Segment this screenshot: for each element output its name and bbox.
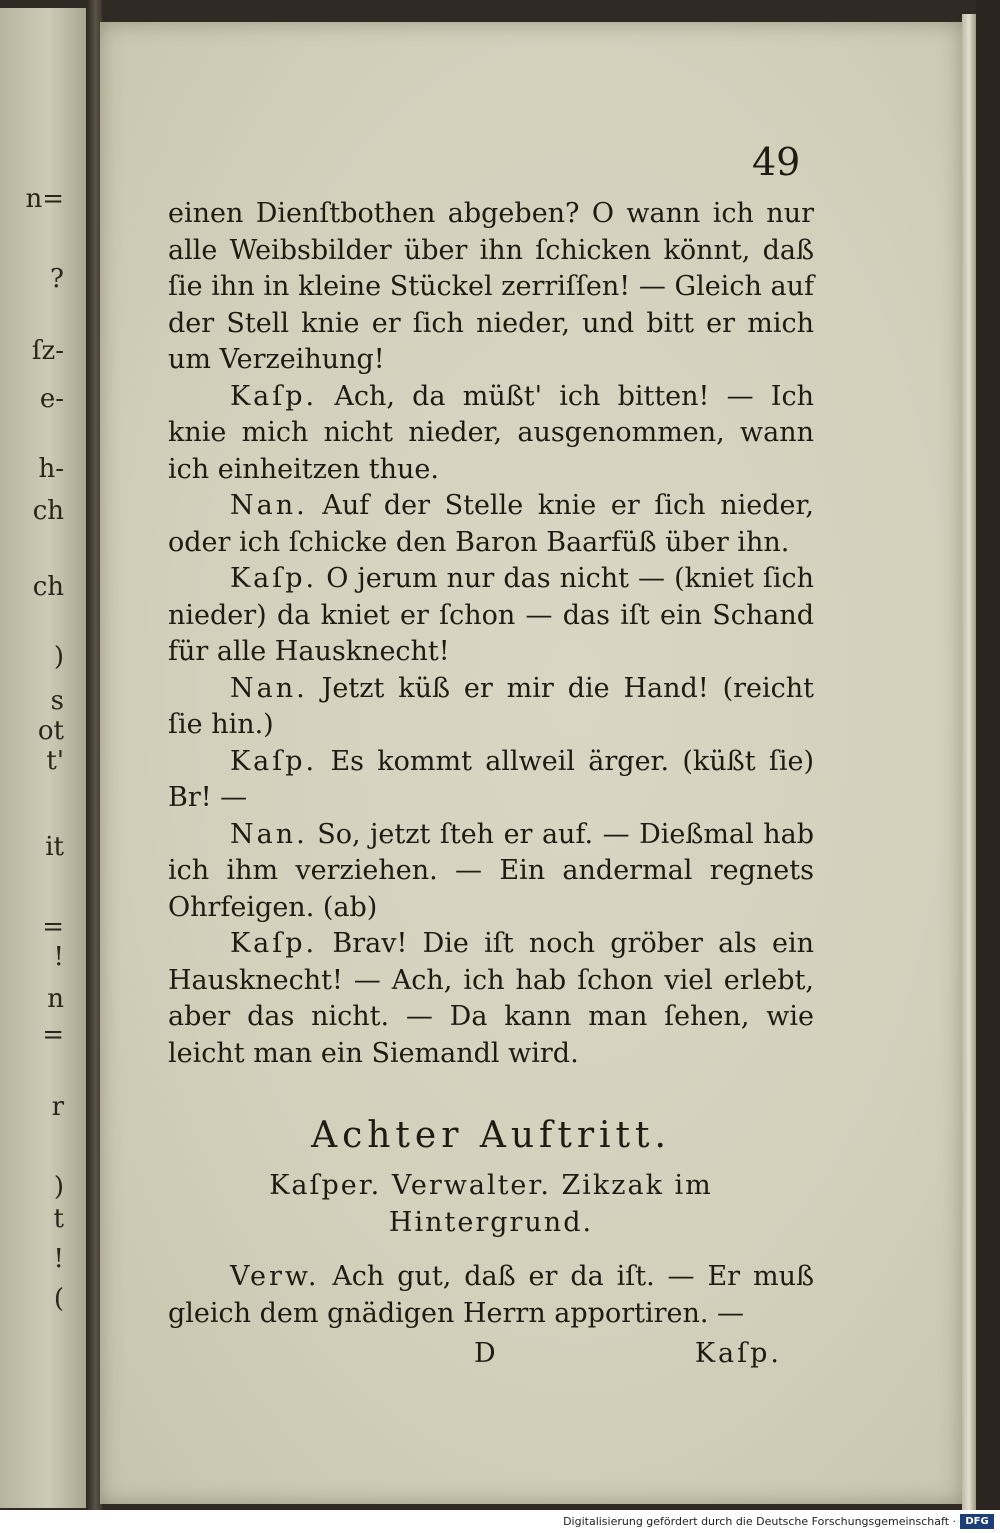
paragraph-text: Es kommt allweil ärger. (küßt ſie) Br! — bbox=[168, 745, 814, 813]
paragraph bbox=[168, 744, 814, 817]
paragraph bbox=[168, 926, 814, 1072]
scene-persons: Kaſper. Verwalter. Zikzak im Hintergrund. bbox=[269, 1170, 713, 1238]
page-edge-right bbox=[962, 14, 976, 1510]
speaker-label: Kaſp. bbox=[230, 380, 318, 412]
previous-page-fragment: h- bbox=[38, 454, 64, 484]
previous-page-fragment: e- bbox=[39, 384, 64, 414]
catchword-left: D bbox=[474, 1338, 496, 1369]
speaker-label: Verw. bbox=[230, 1261, 320, 1292]
dialogue-paragraphs bbox=[168, 196, 814, 1072]
paragraph-text: So, jetzt ſteh er auf. — Dießmal hab ich ihm verziehen. — Ein andermal regnets Ohrfeigen. (ab) bbox=[168, 818, 814, 923]
catchword-right: Kaſp. bbox=[694, 1338, 782, 1369]
footer-credit: Digitalisierung gefördert durch die Deutsche Forschungsgemeinschaft · bbox=[563, 1515, 956, 1528]
dfg-logo: DFG bbox=[960, 1514, 994, 1529]
scan-border-right bbox=[976, 0, 1000, 1510]
previous-page-fragment: ch bbox=[32, 496, 64, 526]
paragraph-text: einen Dienſtbothen abgeben? O wann ich nur alle Weibsbilder über ihn ſchicken könnt, daß ſie ihn in kleine Stückel zerriſſen! — Gleich auf der Stell knie er ſich nieder, und bitt er mich um Verzeihung! bbox=[168, 198, 814, 375]
previous-page-fragment: s bbox=[50, 686, 64, 716]
speaker-label: Kaſp. bbox=[230, 928, 318, 959]
paragraph-text: Jetzt küß er mir die Hand! (reicht ſie hin.) bbox=[168, 672, 814, 740]
previous-page-fragment: = bbox=[42, 912, 64, 942]
previous-page-fragment: ſz- bbox=[31, 336, 64, 366]
previous-page-fragment: ! bbox=[53, 1244, 64, 1274]
paragraph-text: Ach gut, daß er da iſt. — Er muß gleich dem gnädigen Herrn apportiren. — bbox=[168, 1261, 814, 1329]
previous-page-fragment: ot bbox=[37, 716, 64, 746]
previous-page-fragment: ? bbox=[50, 264, 64, 294]
paragraph bbox=[168, 817, 814, 927]
previous-page-fragment: n bbox=[47, 984, 64, 1014]
previous-page-fragment: it bbox=[45, 832, 64, 862]
previous-page-fragment: n= bbox=[25, 184, 64, 214]
scene-heading: Achter Auftritt. bbox=[311, 1115, 671, 1156]
previous-page-edge bbox=[0, 8, 88, 1508]
paragraph bbox=[168, 488, 814, 561]
paragraph-text: Brav! Die iſt noch gröber als ein Hausknecht! — Ach, ich hab ſchon viel erlebt, aber das nicht. — Da kann man ſehen, wie leicht man ein Siemandl wird. bbox=[168, 928, 814, 1069]
speaker-label: Nan. bbox=[230, 672, 308, 704]
paragraph-text: O jerum nur das nicht — (kniet ſich nieder) da kniet er ſchon — das iſt ein Schand für alle Hausknecht! bbox=[168, 563, 815, 667]
paragraph bbox=[168, 671, 814, 744]
previous-page-fragment: ( bbox=[53, 1284, 64, 1314]
footer-bar bbox=[0, 1510, 1000, 1533]
previous-page-fragment: ! bbox=[53, 942, 64, 972]
previous-page-fragment: = bbox=[42, 1020, 64, 1050]
paragraph-text: Auf der Stelle knie er ſich nieder, oder ich ſchicke den Baron Baarfüß über ihn. bbox=[168, 490, 814, 558]
previous-page-fragment: t' bbox=[46, 746, 64, 776]
paragraph-text: Ach, da müßt' ich bitten! — Ich knie mich nicht nieder, ausgenommen, wann ich einheitzen thue. bbox=[168, 380, 814, 485]
paragraph bbox=[168, 561, 814, 671]
previous-page-fragment: ch bbox=[32, 572, 64, 602]
previous-page-fragment: r bbox=[51, 1092, 64, 1122]
paragraph bbox=[168, 196, 814, 379]
catchword-line bbox=[168, 1336, 814, 1372]
previous-page-fragment: ) bbox=[53, 642, 64, 672]
paragraph-after-scene bbox=[168, 1259, 814, 1332]
speaker-label: Nan. bbox=[230, 818, 308, 850]
speaker-label: Kaſp. bbox=[230, 563, 318, 594]
page-text bbox=[168, 196, 814, 1372]
previous-page-fragment: t bbox=[53, 1204, 64, 1234]
speaker-label: Nan. bbox=[230, 490, 308, 521]
paragraph bbox=[168, 379, 814, 489]
page-number: 49 bbox=[752, 140, 801, 184]
previous-page-fragment: ) bbox=[53, 1172, 64, 1202]
speaker-label: Kaſp. bbox=[230, 745, 318, 777]
